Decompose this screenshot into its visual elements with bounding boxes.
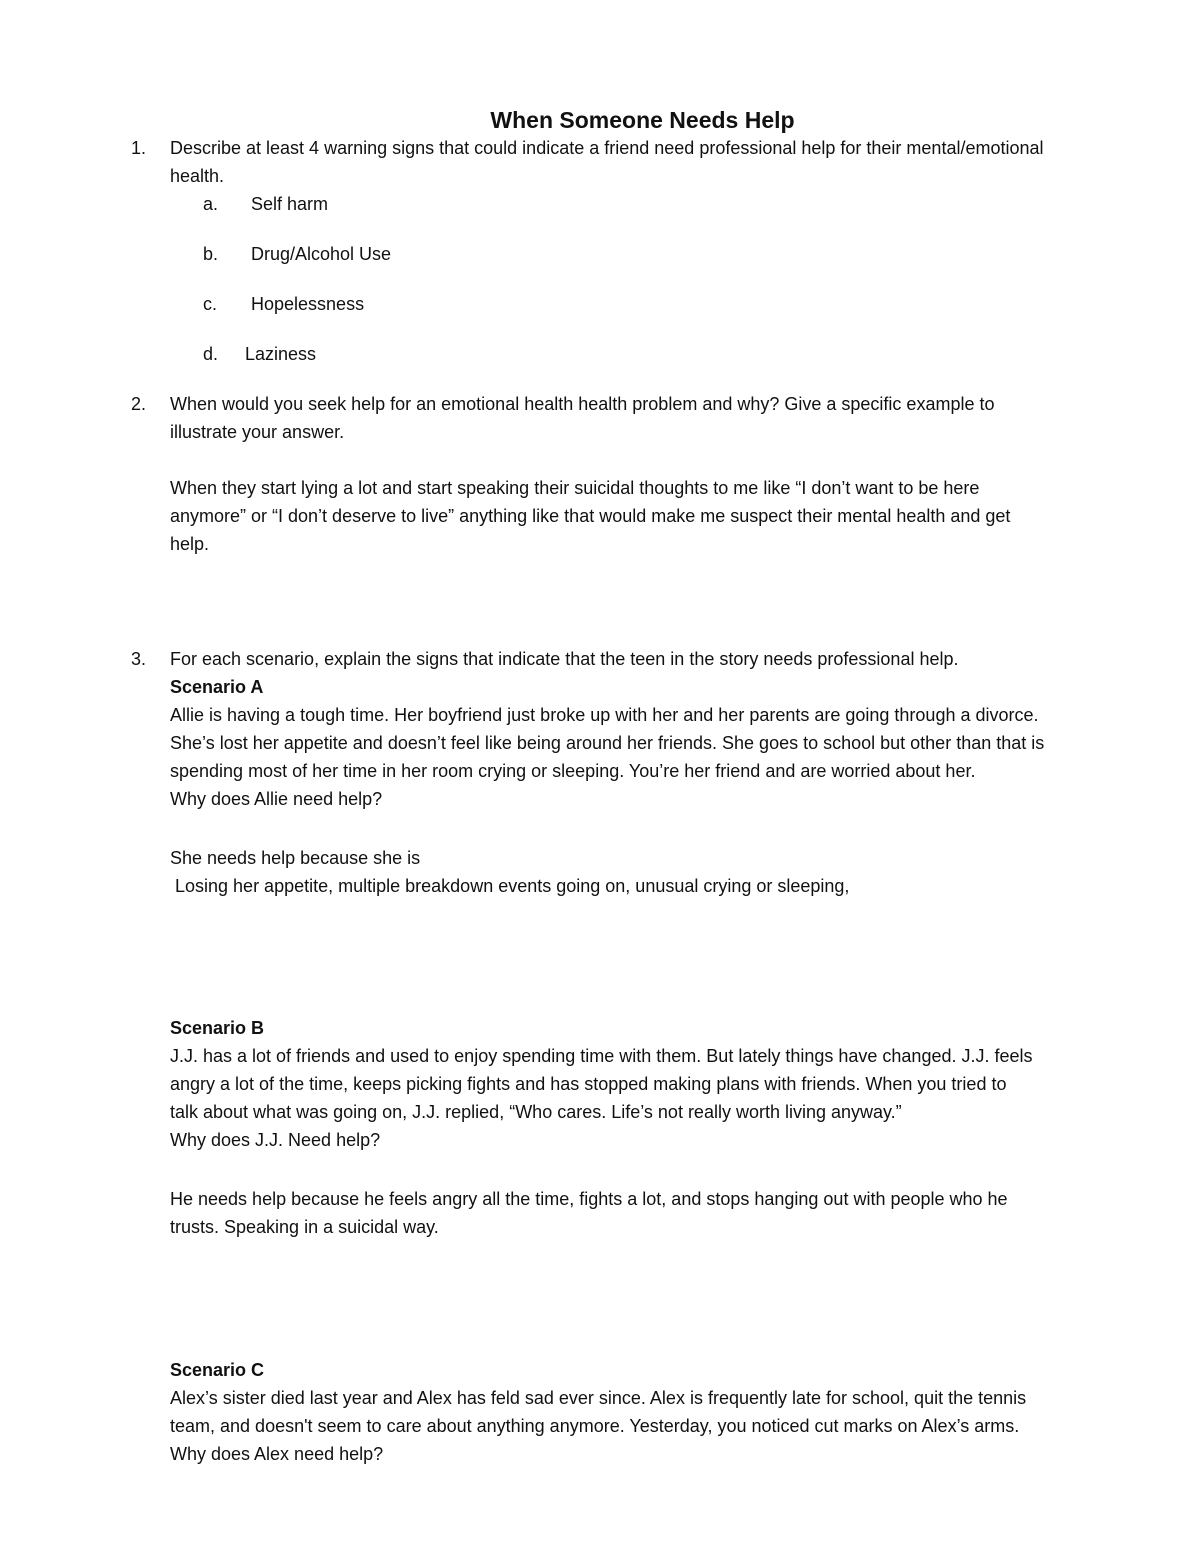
warning-sign-letter: c.: [203, 294, 218, 314]
scenario-c-story-line: Alex’s sister died last year and Alex has feld sad ever since. Alex is frequently late for school, quit the tennis: [170, 1388, 1027, 1408]
answer-line: She needs help because she is: [170, 848, 421, 868]
warning-sign-letter: b.: [203, 244, 219, 264]
scenario-b-story-line: J.J. has a lot of friends and used to enjoy spending time with them. But lately things have changed. J.J. feels: [170, 1046, 1033, 1066]
answer-line: anymore” or “I don’t deserve to live” anything like that would make me suspect their mental health and get: [170, 506, 1011, 526]
question-2-number: 2.: [131, 394, 147, 414]
question-2-line-2: illustrate your answer.: [170, 422, 345, 442]
page-title: When Someone Needs Help: [490, 107, 795, 133]
scenario-b-block: [170, 1014, 1130, 1154]
question-1-line-1: Describe at least 4 warning signs that could indicate a friend need professional help for their mental/emotional: [170, 138, 1044, 158]
question-3-prompt: For each scenario, explain the signs that indicate that the teen in the story needs professional help.: [170, 649, 959, 669]
question-2-text: [170, 390, 1130, 446]
scenario-a-heading: Scenario A: [170, 677, 264, 697]
warning-sign-item: Laziness: [245, 344, 317, 364]
scenario-a-answer: [170, 844, 1130, 900]
scenario-a-question: Why does Allie need help?: [170, 789, 383, 809]
answer-line: When they start lying a lot and start speaking their suicidal thoughts to me like “I don’t want to be here: [170, 478, 980, 498]
warning-sign-item: Drug/Alcohol Use: [251, 244, 392, 264]
scenario-c-block: [170, 1356, 1130, 1468]
question-1-number: 1.: [131, 138, 147, 158]
answer-line: Losing her appetite, multiple breakdown events going on, unusual crying or sleeping,: [170, 876, 850, 896]
question-1-text: [170, 134, 1130, 190]
question-2-answer: [170, 474, 1130, 558]
answer-line: He needs help because he feels angry all the time, fights a lot, and stops hanging out with people who he: [170, 1189, 1008, 1209]
question-2-line-1: When would you seek help for an emotional health health problem and why? Give a specific example to: [170, 394, 995, 414]
warning-sign-item: Self harm: [251, 194, 329, 214]
question-3-block: [170, 645, 1130, 813]
scenario-a-story-line: Allie is having a tough time. Her boyfriend just broke up with her and her parents are going through a divorce.: [170, 705, 1039, 725]
scenario-b-answer: [170, 1185, 1130, 1241]
scenario-b-story-line: talk about what was going on, J.J. replied, “Who cares. Life’s not really worth living anyway.”: [170, 1102, 902, 1122]
warning-sign-item: Hopelessness: [251, 294, 365, 314]
scenario-a-story-line: She’s lost her appetite and doesn’t feel like being around her friends. She goes to school but other than that is: [170, 733, 1045, 753]
scenario-a-story-line: spending most of her time in her room crying or sleeping. You’re her friend and are worried about her.: [170, 761, 976, 781]
question-1-line-2: health.: [170, 166, 225, 186]
scenario-c-question: Why does Alex need help?: [170, 1444, 384, 1464]
scenario-c-story-line: team, and doesn't seem to care about anything anymore. Yesterday, you noticed cut marks on Alex’s arms.: [170, 1416, 1020, 1436]
question-3-number: 3.: [131, 649, 147, 669]
warning-sign-letter: d.: [203, 344, 219, 364]
scenario-b-question: Why does J.J. Need help?: [170, 1130, 381, 1150]
scenario-c-heading: Scenario C: [170, 1360, 265, 1380]
answer-line: trusts. Speaking in a suicidal way.: [170, 1217, 439, 1237]
scenario-b-heading: Scenario B: [170, 1018, 265, 1038]
scenario-b-story-line: angry a lot of the time, keeps picking fights and has stopped making plans with friends. When you tried to: [170, 1074, 1007, 1094]
warning-sign-letter: a.: [203, 194, 219, 214]
answer-line: help.: [170, 534, 210, 554]
